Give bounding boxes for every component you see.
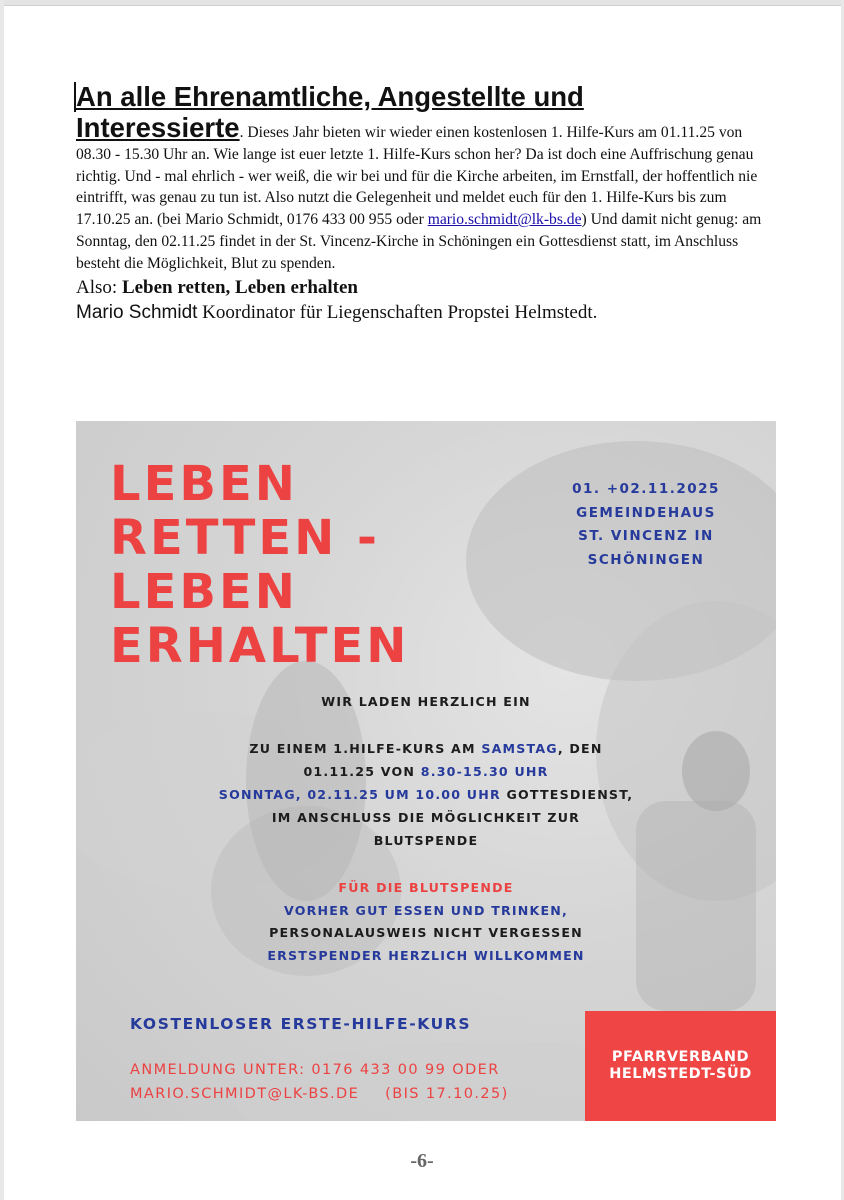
course-line: IM ANSCHLUSS DIE MÖGLICHKEIT ZUR xyxy=(271,810,581,825)
donation-line: VORHER GUT ESSEN UND TRINKEN, xyxy=(284,902,568,918)
course-line: BLUTSPENDE xyxy=(373,833,479,848)
flyer-title xyxy=(110,457,409,673)
flyer-date-line: SCHÖNINGEN xyxy=(587,551,705,568)
flyer-donation-info xyxy=(76,877,776,967)
also-prefix: Also: xyxy=(76,276,122,298)
flyer-title-line: ERHALTEN xyxy=(110,618,410,674)
flyer-date-location xyxy=(546,478,746,572)
course-line: SONNTAG, 02.11.25 UM 10.00 UHR GOTTESDIENST, xyxy=(218,787,634,802)
flyer-title-line: LEBEN xyxy=(110,456,298,512)
flyer-title-line: LEBEN xyxy=(110,564,298,620)
flyer-date-line: 01. +02.11.2025 xyxy=(572,481,720,497)
also-line xyxy=(76,276,776,300)
text-cursor xyxy=(74,82,76,112)
badge-line: PFARRVERBAND xyxy=(611,1049,750,1065)
registration-email: MARIO.SCHMIDT@LK-BS.DE xyxy=(130,1086,360,1102)
article-heading: An alle Ehrenamtliche, Angestellte und xyxy=(76,81,584,112)
registration-deadline: (BIS 17.10.25) xyxy=(385,1086,509,1102)
article-body-part2: ) Und damit nicht genug: am Sonntag, den 02.11.25 findet in der St. Vincenz-Kirche in Schöningen ein Gottesdienst statt, im Anschluss besteht die Möglichkeit, Blut zu spenden. xyxy=(76,211,762,272)
event-flyer xyxy=(76,421,776,1121)
flyer-title-line: RETTEN - xyxy=(110,510,380,566)
signature-name: Mario Schmidt xyxy=(76,301,198,323)
page-top-edge xyxy=(0,0,844,6)
registration-line xyxy=(130,1082,509,1106)
badge-line: HELMSTEDT-SÜD xyxy=(609,1066,752,1082)
donation-heading: FÜR DIE BLUTSPENDE xyxy=(338,880,514,895)
course-line: 01.11.25 VON 8.30-15.30 UHR xyxy=(303,764,549,779)
flyer-registration xyxy=(130,1058,509,1106)
donation-line: ERSTSPENDER HERZLICH WILLKOMMEN xyxy=(267,947,585,963)
flyer-invite: WIR LADEN HERZLICH EIN xyxy=(321,694,531,709)
flyer-date-line: GEMEINDEHAUS xyxy=(576,504,716,521)
donation-line: PERSONALAUSWEIS NICHT VERGESSEN xyxy=(269,925,583,940)
flyer-course-info xyxy=(76,737,776,852)
signature-role: Koordinator für Liegenschaften Propstei Helmstedt. xyxy=(197,301,598,323)
page-number: -6- xyxy=(410,1150,434,1172)
article-body xyxy=(76,113,776,275)
article-body-part1: . Dieses Jahr bieten wir wieder einen kostenlosen 1. Hilfe-Kurs am 01.11.25 von 08.30 - 15.30 Uhr an. Wie lange ist euer letzte 1. Hilfe-Kurs schon her? Da ist doch eine Auffrischung genau richtig. Und - mal ehrlich - wer weiß, die wir bei und für die Kirche arbeiten, im Ernstfall, der hoffentlich nie eintrifft, was genau zu tun ist. Also nutzt die Gelegenheit und meldet euch für den 1. Hilfe-Kurs bis zum 17.10.25 an. (bei Mario Schmidt, 0176 433 00 955 oder xyxy=(76,124,758,229)
article-heading-cont: Interessierte xyxy=(76,112,240,143)
article-text xyxy=(76,80,776,326)
course-line: ZU EINEM 1.HILFE-KURS AM SAMSTAG, DEN xyxy=(249,741,603,756)
flyer-free-course: KOSTENLOSER ERSTE-HILFE-KURS xyxy=(130,1015,472,1033)
flyer-date-line: ST. VINCENZ IN xyxy=(578,528,714,544)
registration-line: ANMELDUNG UNTER: 0176 433 00 99 ODER xyxy=(130,1062,500,1078)
email-link[interactable]: mario.schmidt@lk-bs.de xyxy=(427,211,582,229)
signature-line xyxy=(76,300,776,326)
also-slogan: Leben retten, Leben erhalten xyxy=(121,276,358,298)
parish-badge xyxy=(585,1011,776,1121)
page-left-edge xyxy=(0,0,4,1200)
